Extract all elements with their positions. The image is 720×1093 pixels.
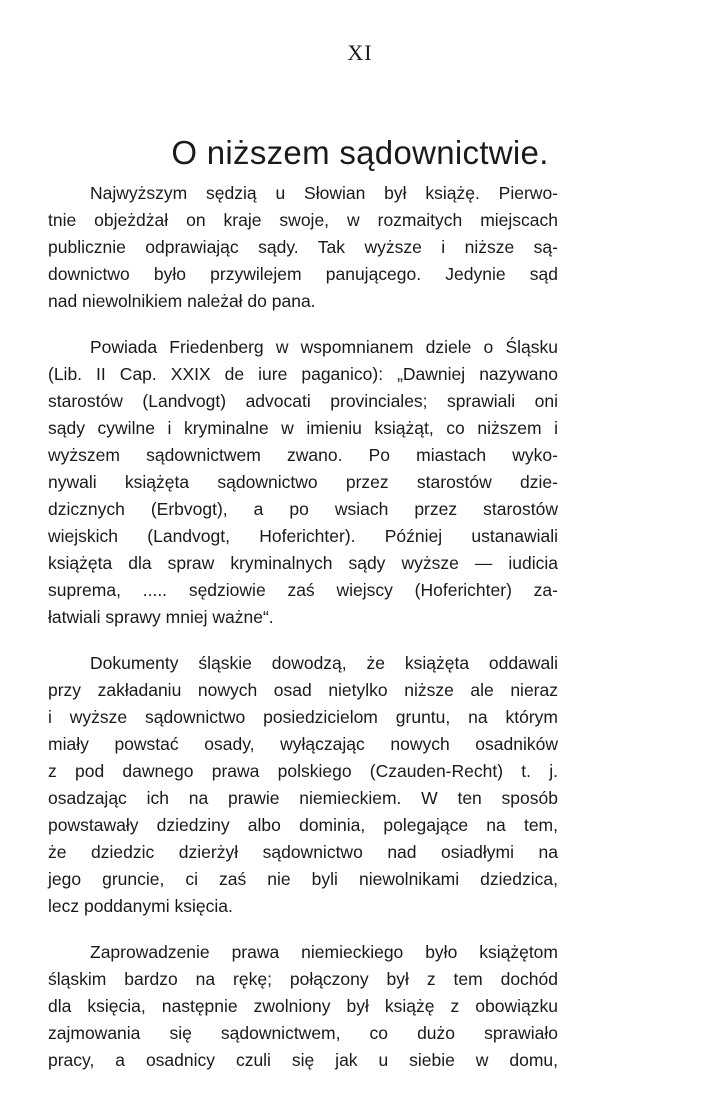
paragraph-1 xyxy=(48,180,558,315)
body-text xyxy=(48,180,558,1093)
text-line: jego gruncie, ci zaś nie byli niewolnikami dziedzica, xyxy=(48,869,558,889)
text-line: pracy, a osadnicy czuli się jak u siebie w domu, xyxy=(48,1050,558,1070)
text-line: dzicznych (Erbvogt), a po wsiach przez starostów xyxy=(48,499,558,519)
text-line: nywali książęta sądownictwo przez starostów dzie- xyxy=(48,472,558,492)
text-line: wyższem sądownictwem zwano. Po miastach wyko- xyxy=(48,445,558,465)
text-line: śląskim bardzo na rękę; połączony był z tem dochód xyxy=(48,969,558,989)
text-line: tnie objeżdżał on kraje swoje, w rozmaitych miejscach xyxy=(48,210,558,230)
text-line: wiejskich (Landvogt, Hoferichter). Później ustanawiali xyxy=(48,526,558,546)
text-line: nad niewolnikiem należał do pana. xyxy=(48,291,316,311)
paragraph-2 xyxy=(48,334,558,631)
text-line: powstawały dziedziny albo dominia, polegające na tem, xyxy=(48,815,558,835)
text-line: osadzając ich na prawie niemieckiem. W ten sposób xyxy=(48,788,558,808)
text-line: zajmowania się sądownictwem, co dużo sprawiało xyxy=(48,1023,558,1043)
text-line: sądy cywilne i kryminalne w imieniu książąt, co niższem i xyxy=(48,418,558,438)
text-line: łatwiali sprawy mniej ważne“. xyxy=(48,607,274,627)
text-line: Najwyższym sędzią u Słowian był książę. Pierwo- xyxy=(90,183,558,203)
text-line: (Lib. II Cap. XXIX de iure paganico): „Dawniej nazywano xyxy=(48,364,558,384)
text-line: i wyższe sądownictwo posiedzicielom gruntu, na którym xyxy=(48,707,558,727)
paragraph-4 xyxy=(48,939,558,1074)
page-number: XI xyxy=(347,40,373,65)
text-line: Zaprowadzenie prawa niemieckiego było książętom xyxy=(90,942,558,962)
text-line: przy zakładaniu nowych osad nietylko niższe ale nieraz xyxy=(48,680,558,700)
text-line: z pod dawnego prawa polskiego (Czauden-Recht) t. j. xyxy=(48,761,558,781)
text-line: miały powstać osady, wyłączając nowych osadników xyxy=(48,734,558,754)
text-line: lecz poddanymi księcia. xyxy=(48,896,233,916)
text-line: Powiada Friedenberg w wspomnianem dziele o Śląsku xyxy=(90,337,558,357)
text-line: Dokumenty śląskie dowodzą, że książęta oddawali xyxy=(90,653,558,673)
text-line: że dziedzic dzierżył sądownictwo nad osiadłymi na xyxy=(48,842,558,862)
paragraph-3 xyxy=(48,650,558,920)
text-line: downictwo było przywilejem panującego. Jedynie sąd xyxy=(48,264,558,284)
text-line: publicznie odprawiając sądy. Tak wyższe i niższe są- xyxy=(48,237,558,257)
text-line: starostów (Landvogt) advocati provinciales; sprawiali oni xyxy=(48,391,558,411)
text-line: dla księcia, następnie zwolniony był książę z obowiązku xyxy=(48,996,558,1016)
text-line: książęta dla spraw kryminalnych sądy wyższe — iudicia xyxy=(48,553,558,573)
chapter-title: O niższem sądownictwie. xyxy=(171,134,549,171)
text-line: suprema, ..... sędziowie zaś wiejscy (Hoferichter) za- xyxy=(48,580,558,600)
